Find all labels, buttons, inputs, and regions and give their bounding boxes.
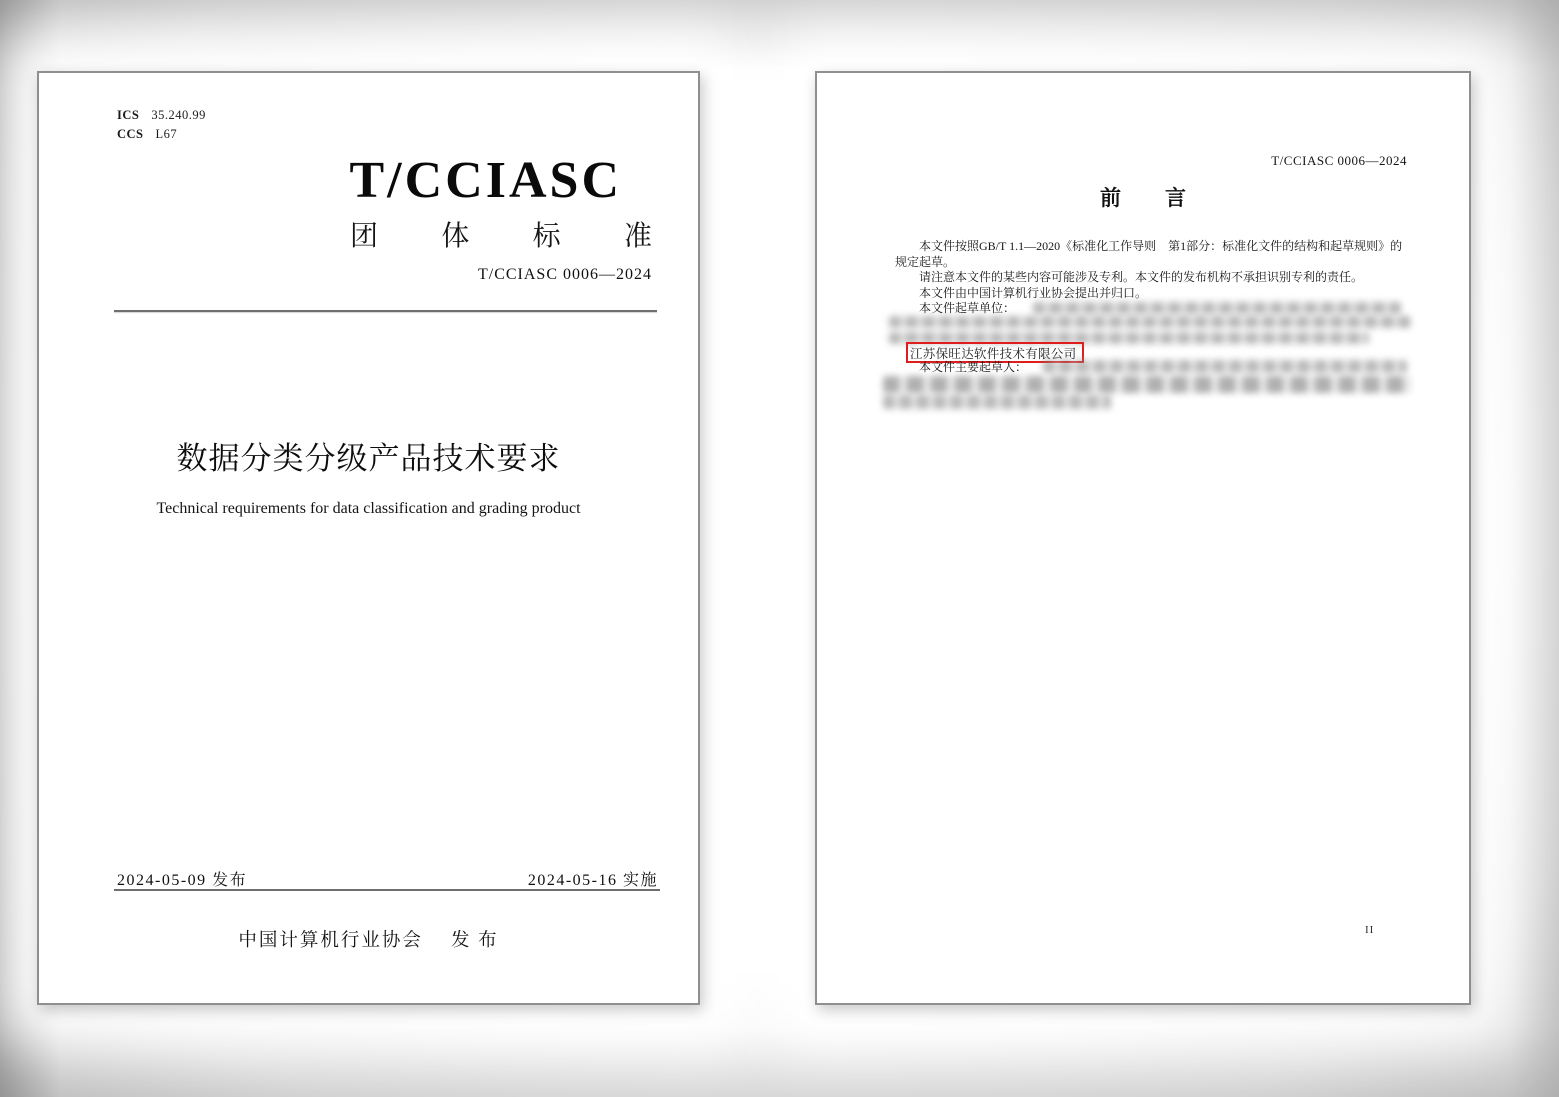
publisher-name: 中国计算机行业协会: [238, 931, 423, 951]
drafting-units-line: 本文件起草单位：: [919, 301, 1016, 315]
publisher-line: [39, 926, 698, 952]
redacted-blur: [1033, 302, 1401, 314]
standard-type-char: 体: [441, 221, 470, 252]
foreword-paragraph-basis: 本文件按照GB/T 1.1—2020《标准化工作导则 第1部分：标准化文件的结构和起草规则》的规定起草。: [895, 239, 1403, 269]
classification-codes: [117, 106, 206, 144]
redacted-blur: [889, 316, 1411, 328]
standard-logo: T/CCIASC: [349, 152, 622, 209]
date-row: [117, 867, 658, 890]
standard-type-label: [350, 223, 652, 251]
page-number: II: [1365, 924, 1375, 936]
foreword-heading-char: 言: [1165, 186, 1186, 210]
ccs-value: L67: [155, 127, 178, 141]
redacted-blur: [883, 376, 1411, 393]
drafters-line: 本文件主要起草人：: [919, 360, 1028, 374]
dates-divider: [114, 889, 660, 891]
cover-page: [37, 71, 700, 1005]
foreword-page: [815, 71, 1471, 1005]
ics-code: [117, 106, 206, 125]
standard-title-en: Technical requirements for data classification and grading product: [156, 500, 581, 517]
foreword-heading-char: 前: [1100, 186, 1121, 210]
ics-value: 35.240.99: [151, 108, 206, 122]
ccs-label: CCS: [117, 127, 144, 141]
redacted-blur: [1043, 360, 1407, 373]
standard-type-char: 团: [350, 221, 379, 252]
standard-brand-block: [350, 153, 653, 284]
cover-divider: [114, 310, 657, 312]
publish-label: 发 布: [450, 931, 499, 951]
foreword-doc-code: T/CCIASC 0006—2024: [1271, 153, 1407, 168]
foreword-paragraph-org: 本文件由中国计算机行业协会提出并归口。: [919, 285, 1148, 300]
standard-title-zh: 数据分类分级产品技术要求: [176, 441, 561, 476]
highlighted-company-name: 江苏保旺达软件技术有限公司: [910, 346, 1077, 361]
ccs-code: [117, 125, 206, 144]
foreword-paragraph-patent: 请注意本文件的某些内容可能涉及专利。本文件的发布机构不承担识别专利的责任。: [919, 270, 1364, 284]
issue-date: 2024-05-09 发布: [117, 872, 248, 889]
redacted-blur: [883, 395, 1111, 409]
implementation-date: 2024-05-16 实施: [527, 872, 658, 889]
foreword-heading: [817, 182, 1469, 212]
standard-type-char: 准: [623, 221, 652, 252]
standard-doc-code: T/CCIASC 0006—2024: [477, 266, 652, 283]
ics-label: ICS: [117, 108, 140, 122]
standard-type-char: 标: [532, 221, 561, 252]
